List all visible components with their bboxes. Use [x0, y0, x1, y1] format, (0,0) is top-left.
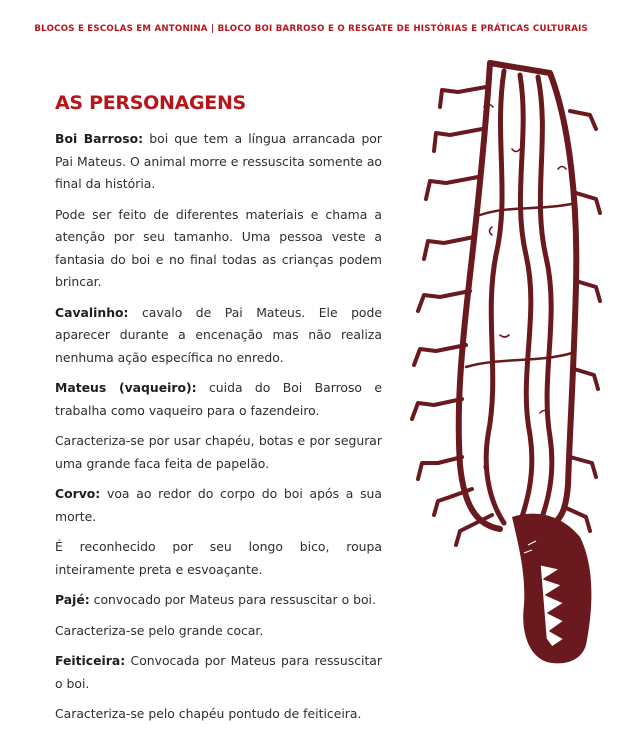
swirl-mark: [490, 227, 493, 235]
wavy-stripe: [486, 71, 504, 523]
character-list: [55, 128, 382, 734]
paragraph-feiticeira: [55, 650, 382, 695]
staff-leg: [570, 111, 596, 129]
swirl-mark: [558, 167, 566, 170]
paragraph-corvo: [55, 483, 382, 528]
character-term: Corvo:: [55, 486, 101, 501]
paragraph-boi-barroso-detail: [55, 204, 382, 294]
section-title: AS PERSONAGENS: [55, 92, 246, 114]
swirl-mark: [540, 411, 548, 414]
staff-leg: [426, 177, 478, 199]
staff-leg: [576, 193, 600, 213]
staff-leg: [576, 281, 600, 301]
character-description: Pode ser feito de diferentes materiais e chama a atenção por seu tamanho. Uma pessoa veste a fantasia do boi e no final todas as crianças podem brincar.: [55, 206, 382, 289]
band-line: [466, 353, 572, 367]
paragraph-mateus: [55, 377, 382, 422]
character-term: Cavalinho:: [55, 304, 129, 320]
paragraph-feiticeira-detail: [55, 703, 382, 726]
staff-leg: [424, 237, 474, 259]
swirl-mark: [500, 335, 509, 337]
running-header: BLOCOS E ESCOLAS EM ANTONINA | BLOCO BOI BARROSO E O RESGATE DE HISTÓRIAS E PRÁTICAS CULTURAIS: [34, 24, 588, 34]
wavy-stripe: [520, 75, 532, 523]
wavy-stripe: [538, 77, 552, 523]
staff-leg: [574, 369, 598, 389]
staff-leg: [440, 87, 486, 107]
staff-leg: [456, 515, 492, 545]
swirl-mark: [512, 149, 520, 152]
character-term: Pajé:: [55, 592, 90, 607]
character-description: Caracteriza-se pelo chapéu pontudo de feiticeira.: [55, 706, 362, 721]
staff-leg: [412, 399, 462, 419]
paragraph-paje: [55, 589, 382, 612]
paragraph-corvo-detail: [55, 536, 382, 581]
paragraph-paje-detail: [55, 620, 382, 643]
character-description: boi que tem a língua arrancada por Pai Mateus. O animal morre e ressuscita somente ao final da história.: [55, 131, 382, 191]
character-term: Feiticeira:: [55, 653, 126, 668]
character-description: É reconhecido por seu longo bico, roupa inteiramente preta e esvoaçante.: [55, 539, 382, 577]
character-description: cavalo de Pai Mateus. Ele pode aparecer durante a encenação mas não realiza nenhuma ação específica no enredo.: [55, 304, 382, 365]
staff-leg: [418, 457, 462, 479]
character-description: cuida do Boi Barroso e trabalha como vaqueiro para o fazendeiro.: [55, 380, 382, 418]
character-description: Caracteriza-se por usar chapéu, botas e por segurar uma grande faca feita de papelão.: [55, 433, 382, 471]
character-description: Convocada por Mateus para ressuscitar o boi.: [55, 653, 382, 691]
character-term: Mateus (vaqueiro):: [55, 380, 197, 395]
staff-leg: [434, 129, 482, 151]
staff-leg: [414, 345, 466, 365]
paragraph-mateus-detail: [55, 430, 382, 475]
character-description: Caracteriza-se pelo grande cocar.: [55, 622, 264, 638]
character-description: voa ao redor do corpo do boi após a sua morte.: [55, 486, 382, 524]
paragraph-cavalinho: [55, 302, 382, 370]
paragraph-boi-barroso: [55, 128, 382, 196]
tribal-staff-illustration: [400, 45, 626, 668]
staff-leg: [570, 457, 596, 477]
band-line: [480, 203, 576, 215]
staff-leg: [418, 291, 470, 311]
character-term: Boi Barroso:: [55, 131, 144, 146]
character-description: convocado por Mateus para ressuscitar o boi.: [89, 592, 376, 607]
